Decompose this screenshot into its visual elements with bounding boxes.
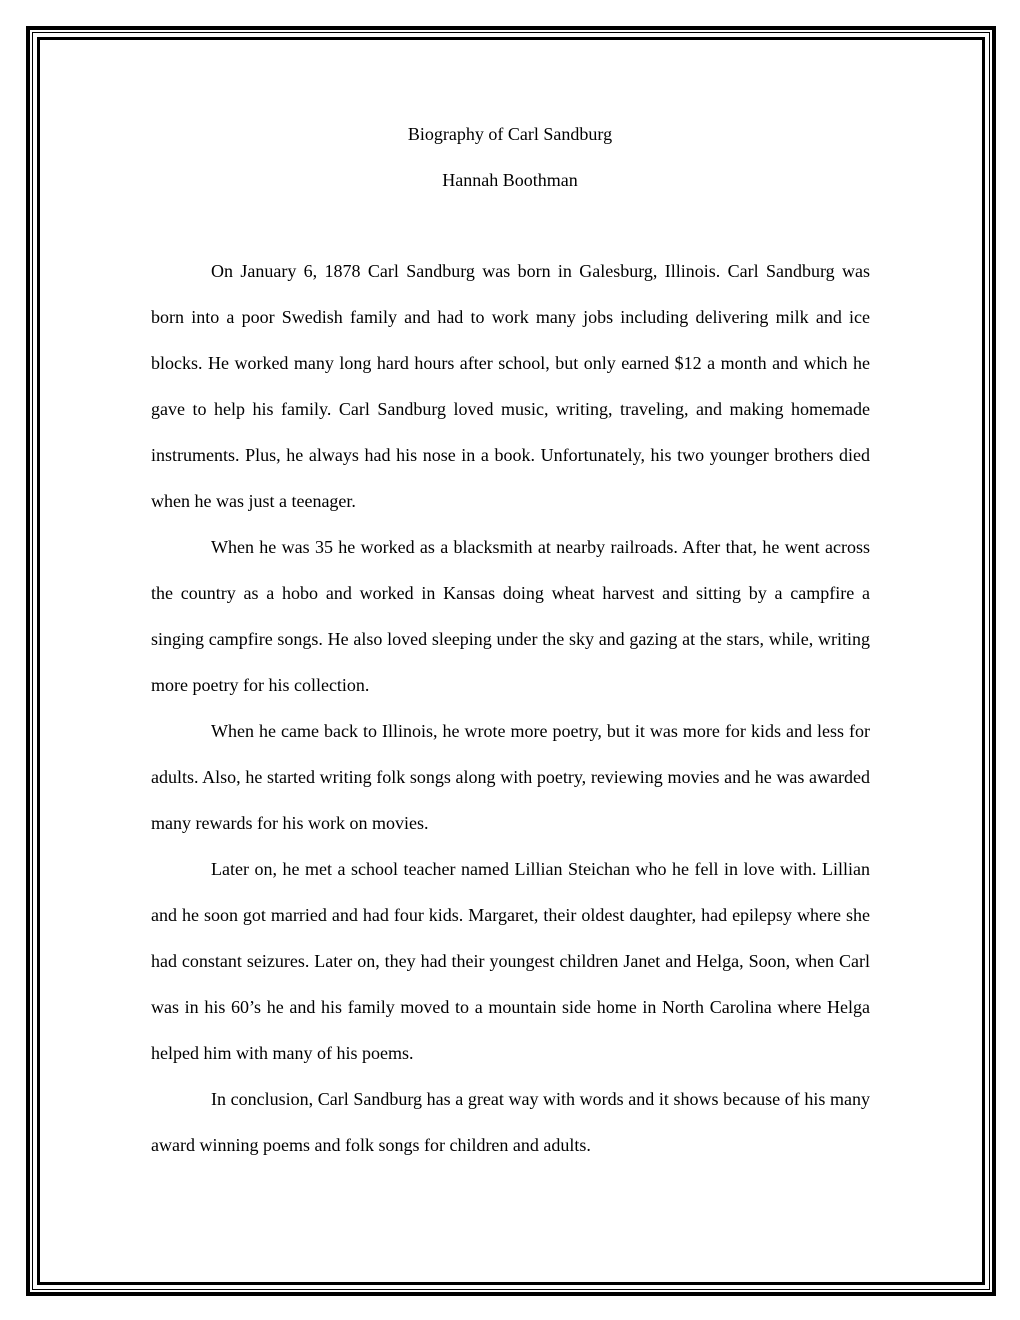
- paragraph-family: Later on, he met a school teacher named Lillian Steichan who he fell in love with. Lillian and he soon got married and had four kids. Margaret, their oldest daughter, had epilepsy where she had constant seizures. Later on, they had their youngest children Janet and Helga, Soon, when Carl was in his 60’s he and his family moved to a mountain side home in North Carolina where Helga helped him with many of his poems.: [151, 859, 870, 1063]
- paragraph-return-illinois: When he came back to Illinois, he wrote more poetry, but it was more for kids and less for adults. Also, he started writing folk songs along with poetry, reviewing movies and he was awarded many rewards for his work on movies.: [151, 721, 870, 833]
- paragraph-early-life: On January 6, 1878 Carl Sandburg was born in Galesburg, Illinois. Carl Sandburg was born into a poor Swedish family and had to work many jobs including delivering milk and ice blocks. He worked many long hard hours after school, but only earned $12 a month and which he gave to help his family. Carl Sandburg loved music, writing, traveling, and making homemade instruments. Plus, he always had his nose in a book. Unfortunately, his two younger brothers died when he was just a teenager.: [151, 261, 870, 511]
- paragraph-conclusion: In conclusion, Carl Sandburg has a great way with words and it shows because of his many award winning poems and folk songs for children and adults.: [151, 1089, 870, 1155]
- document-title: Biography of Carl Sandburg: [407, 124, 613, 144]
- document-author: Hannah Boothman: [442, 170, 578, 190]
- document-body: [151, 248, 870, 1168]
- paragraph-travels: When he was 35 he worked as a blacksmith at nearby railroads. After that, he went across the country as a hobo and worked in Kansas doing wheat harvest and sitting by a campfire a singing campfire songs. He also loved sleeping under the sky and gazing at the stars, while, writing more poetry for his collection.: [151, 537, 870, 695]
